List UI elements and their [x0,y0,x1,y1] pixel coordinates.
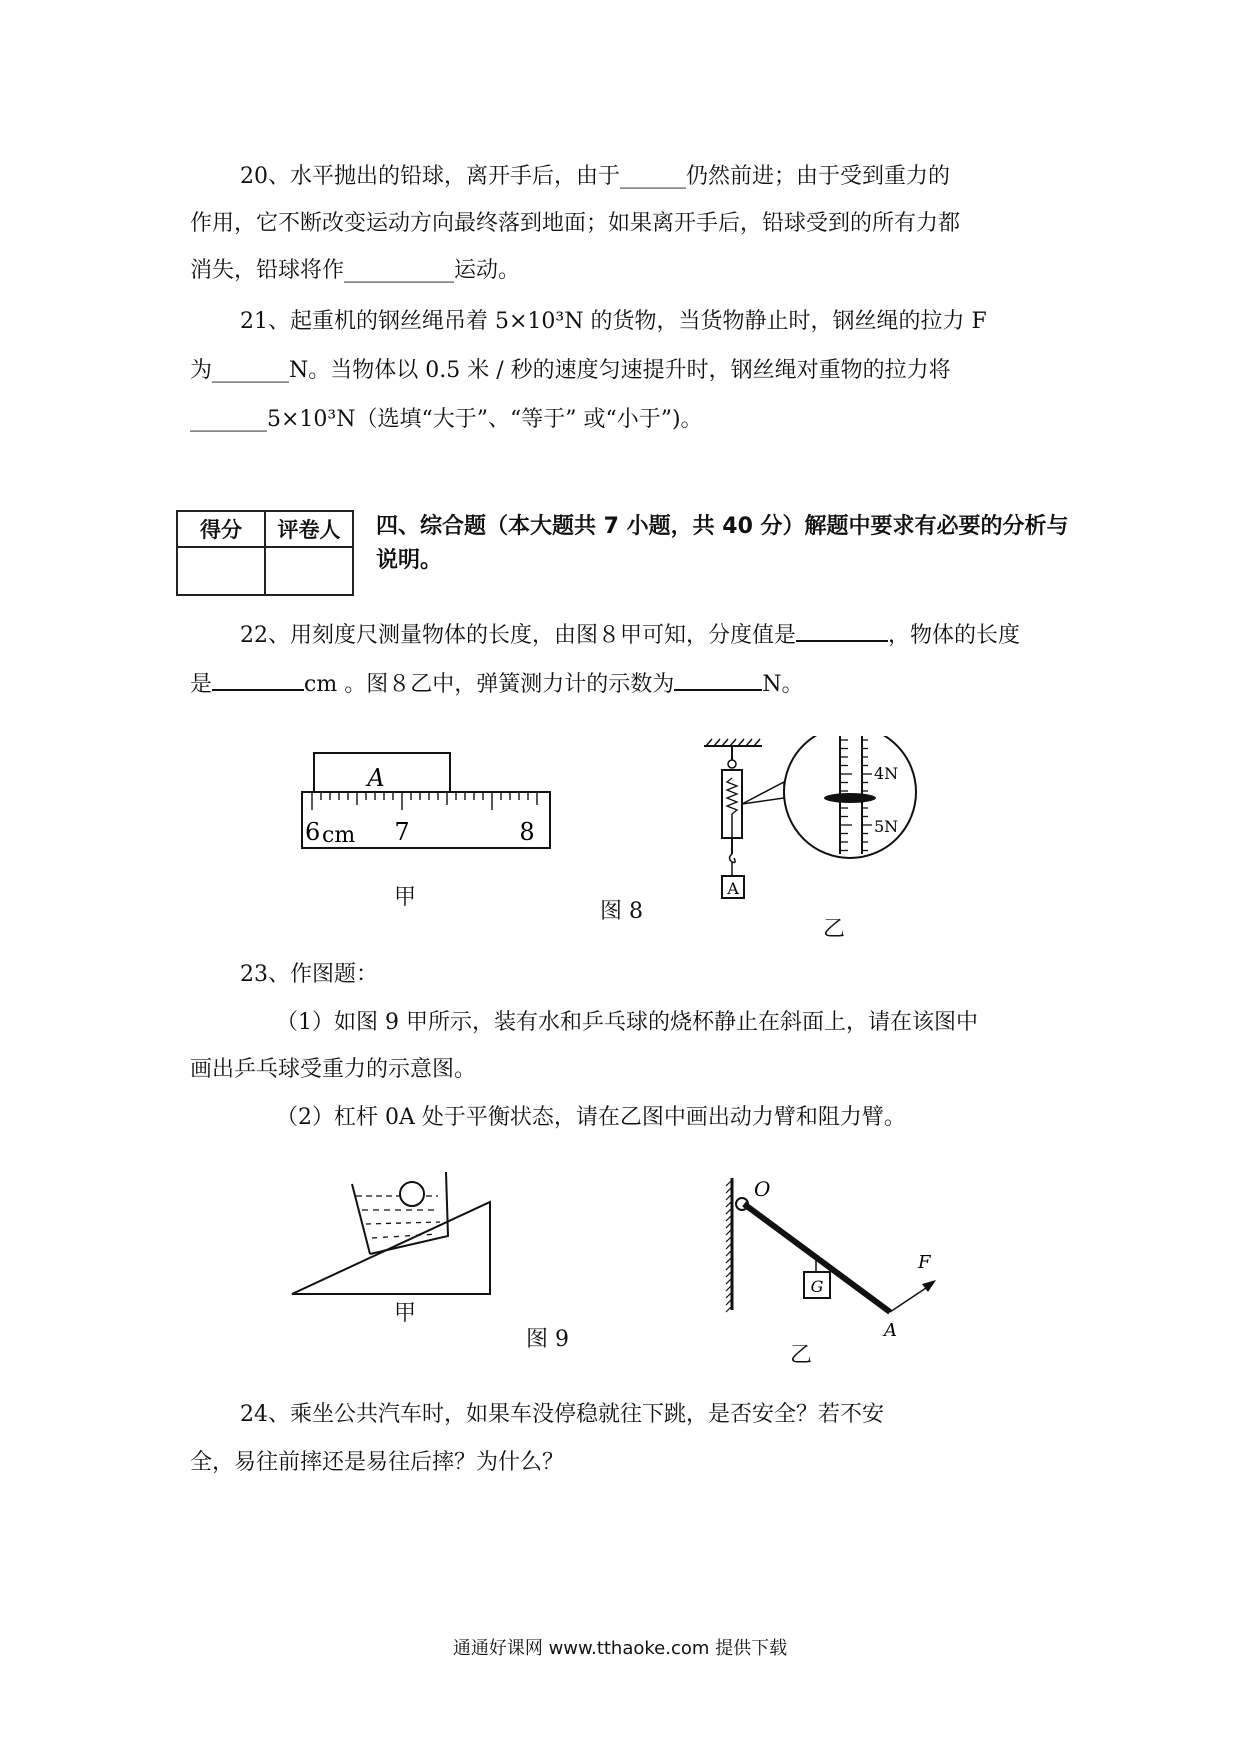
ping-pong-ball [400,1182,424,1206]
q22-text-b: ，物体的长度 [888,623,1021,648]
q24-line1: 24、乘坐公共汽车时，如果车没停稳就往下跳，是否安全？若不安 [240,1402,884,1427]
section4-title-line2: 说明。 [376,548,443,573]
page-footer: 通通好课网 www.tthaoke.com 提供下载 [452,1638,788,1659]
ceiling-hatch [706,739,760,746]
force-f-arrowhead [922,1280,936,1292]
ruler-object-label: A [367,764,385,792]
label-a: A [884,1320,897,1341]
fig9-cap-jia: 甲 [394,1301,417,1326]
score-table [176,510,354,596]
gauge-pointer [824,793,876,803]
q23-part1-line2: 画出乒乓球受重力的示意图。 [190,1057,477,1082]
q22-blank-division [796,618,888,642]
weight-g-label: G [810,1277,824,1296]
q23-part1-line1: （1）如图 9 甲所示，装有水和乒乓球的烧杯静止在斜面上，请在该图中 [276,1010,978,1035]
grader-cell [265,547,353,595]
q21-line3: _______5×10³N（选填“大于”、“等于” 或“小于”)。 [190,407,703,432]
inclined-plane [292,1202,490,1294]
beaker [352,1172,448,1254]
grader-header: 评卷人 [265,511,353,547]
scale-spring [727,778,737,814]
q22-line1 [240,618,1020,651]
label-f: F [918,1252,931,1273]
scale-ring [728,760,736,768]
ruler-label-8: 8 [519,818,535,846]
q20-line2: 作用，它不断改变运动方向最终落到地面；如果离开手后，铅球受到的所有力都 [190,211,961,236]
fig8-cap-jia: 甲 [394,885,417,910]
gauge-label-4n: 4N [874,764,899,783]
q22-text-a: 22、用刻度尺测量物体的长度，由图８甲可知，分度值是 [240,623,796,648]
block-a-label: A [727,879,739,898]
q22-line2 [190,667,803,700]
q22-text-e: N。 [762,672,804,697]
scale-hook [730,854,736,863]
callout-pointer [742,782,784,804]
ruler-label-7: 7 [394,818,410,846]
q21-line2: 为_______N。当物体以 0.5 米 / 秒的速度匀速提升时，钢丝绳对重物的拉力将 [190,358,951,383]
fig8-cap-yi: 乙 [823,917,846,942]
fig8-spring-scale [692,736,932,916]
ruler-label-6: 6 [305,818,321,846]
score-cell [177,547,265,595]
fig9-title: 图 9 [526,1327,569,1352]
q21-line1: 21、起重机的钢丝绳吊着 5×10³N 的货物，当货物静止时，钢丝绳的拉力 F [240,309,987,334]
section4-title-line1: 四、综合题（本大题共 7 小题，共 40 分）解题中要求有必要的分析与 [376,514,1069,539]
q22-blank-length [212,667,304,691]
q22-text-c: 是 [190,672,213,697]
fig8-ruler [296,752,556,852]
gauge-label-5n: 5N [874,817,899,836]
q22-blank-force [674,667,762,691]
fig8-title: 图 8 [600,899,643,924]
ruler-ticks [312,792,537,810]
ruler-label-cm: cm [322,823,356,848]
fig9-lever [722,1176,952,1346]
q23-title: 23、作图题： [240,962,378,987]
q20-line1: 20、水平抛出的铅球，离开手后，由于______仍然前进；由于受到重力的 [240,164,950,189]
q24-line2: 全，易往前摔还是易往后摔？为什么？ [190,1450,565,1475]
q20-line3: 消失，铅球将作__________运动。 [190,258,521,283]
q22-text-d: cm 。图８乙中，弹簧测力计的示数为 [304,672,675,697]
fig9-cap-yi: 乙 [790,1343,813,1368]
q23-part2: （2）杠杆 0A 处于平衡状态，请在乙图中画出动力臂和阻力臂。 [276,1105,906,1130]
score-header: 得分 [177,511,265,547]
fig9-beaker-on-slope [288,1164,502,1300]
label-o: O [754,1177,771,1201]
